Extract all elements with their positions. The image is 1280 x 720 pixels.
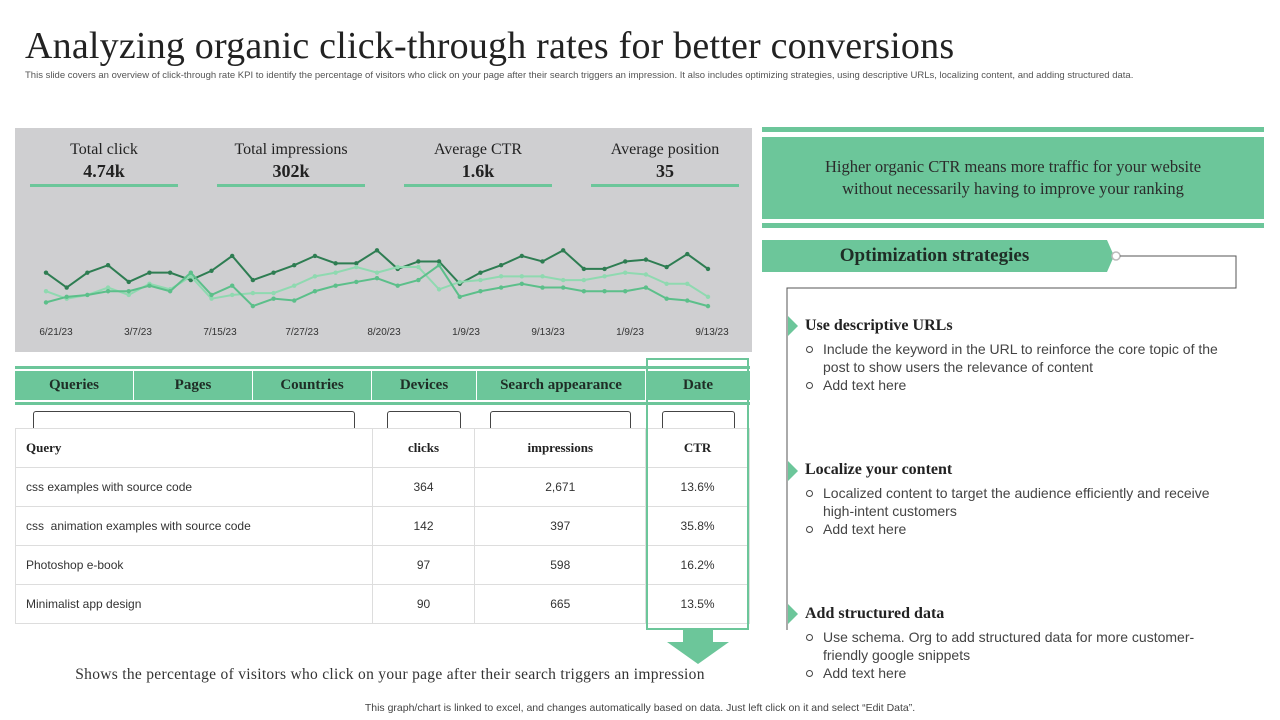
data-point <box>147 283 151 287</box>
x-tick-label: 7/27/23 <box>285 327 319 338</box>
data-point <box>540 259 544 263</box>
strategies-connector <box>780 250 1245 640</box>
strategy-bullets-structured <box>805 628 1225 682</box>
data-point <box>333 283 337 287</box>
table-row[interactable] <box>16 585 750 624</box>
clicks-cell: 142 <box>372 507 475 546</box>
data-point <box>292 263 296 267</box>
data-point <box>582 278 586 282</box>
data-point <box>582 267 586 271</box>
strategy-title-localize: Localize your content <box>805 461 953 478</box>
strategies-title: Optimization strategies <box>839 245 1030 266</box>
strategy-bullets-urls <box>805 340 1225 394</box>
data-point <box>127 289 131 293</box>
data-point <box>313 274 317 278</box>
strategy-title-urls: Use descriptive URLs <box>805 317 953 334</box>
data-point <box>706 267 710 271</box>
data-point <box>313 289 317 293</box>
data-point <box>602 289 606 293</box>
table-row[interactable] <box>16 468 750 507</box>
query-cell: Minimalist app design <box>16 585 373 624</box>
tabs-top-rule <box>15 366 750 369</box>
x-tick-label: 1/9/23 <box>616 327 644 338</box>
strategy-bullets-localize <box>805 484 1225 538</box>
kpi-label: Average CTR <box>433 141 523 158</box>
data-point <box>416 278 420 282</box>
query-cell: Photoshop e-book <box>16 546 373 585</box>
tab-date[interactable]: Date <box>683 377 713 393</box>
data-point <box>499 263 503 267</box>
ctr-cell: 35.8% <box>646 507 750 546</box>
column-header-clicks[interactable]: clicks <box>372 429 475 468</box>
data-point <box>561 278 565 282</box>
kpi-label: Total impressions <box>234 141 348 158</box>
data-point <box>168 289 172 293</box>
line-chart <box>15 128 752 352</box>
page-subtitle: This slide covers an overview of click-through rate KPI to identify the percentage of visitors who click on your page after their search triggers an impression. It also includes optimizing strategies, using descriptive URLs, localizing content, and adding structured data. <box>25 70 1134 81</box>
bullet-item: Add text here <box>805 376 1225 394</box>
page-title: Analyzing organic click-through rates for better conversions <box>25 25 955 67</box>
data-point <box>602 267 606 271</box>
data-point <box>333 261 337 265</box>
data-point <box>644 272 648 276</box>
data-point <box>478 270 482 274</box>
data-point <box>375 248 379 252</box>
data-point <box>354 265 358 269</box>
x-tick-label: 9/13/23 <box>531 327 565 338</box>
ctr-cell: 13.6% <box>646 468 750 507</box>
impressions-cell: 2,671 <box>475 468 646 507</box>
data-point <box>168 270 172 274</box>
data-point <box>375 276 379 280</box>
x-tick-label: 9/13/23 <box>695 327 729 338</box>
data-point <box>458 280 462 284</box>
query-cell: css animation examples with source code <box>16 507 373 546</box>
data-point <box>685 298 689 302</box>
data-point <box>292 298 296 302</box>
data-point <box>64 295 68 299</box>
kpi-label: Total click <box>70 141 138 158</box>
top-accent-rule <box>762 127 1264 132</box>
data-point <box>106 289 110 293</box>
data-point <box>416 265 420 269</box>
bottom-accent-rule <box>762 223 1264 228</box>
bullet-item: Add text here <box>805 664 1225 682</box>
data-point <box>644 285 648 289</box>
data-point <box>561 285 565 289</box>
kpi-value: 35 <box>656 161 674 181</box>
tab-search-appearance[interactable]: Search appearance <box>477 371 646 400</box>
data-point <box>685 252 689 256</box>
data-point <box>251 278 255 282</box>
impressions-cell: 397 <box>475 507 646 546</box>
tab-devices[interactable]: Devices <box>372 371 477 400</box>
ctr-filter-box[interactable] <box>662 411 735 429</box>
data-point <box>664 265 668 269</box>
data-point <box>44 270 48 274</box>
data-point <box>271 291 275 295</box>
footer-note: This graph/chart is linked to excel, and changes automatically based on data. Just left click on it and select “Edit Data”. <box>364 702 916 714</box>
bullet-item: Localized content to target the audience efficiently and receive high-intent customers <box>805 484 1225 520</box>
column-header-ctr[interactable]: CTR <box>646 429 750 468</box>
data-point <box>209 269 213 273</box>
strategy-title-structured: Add structured data <box>805 605 945 622</box>
tab-pages[interactable]: Pages <box>134 371 253 400</box>
table-row[interactable] <box>16 507 750 546</box>
data-point <box>540 274 544 278</box>
clicks-filter-box[interactable] <box>387 411 461 429</box>
data-point <box>664 296 668 300</box>
down-arrow-icon <box>667 630 729 664</box>
data-point <box>106 263 110 267</box>
column-header-query[interactable]: Query <box>16 429 373 468</box>
data-point <box>520 282 524 286</box>
data-point <box>375 270 379 274</box>
data-point <box>354 280 358 284</box>
ctr-cell: 16.2% <box>646 546 750 585</box>
data-point <box>271 296 275 300</box>
bullet-item: Add text here <box>805 520 1225 538</box>
data-point <box>499 274 503 278</box>
data-point <box>623 259 627 263</box>
report-tabs <box>15 371 750 400</box>
ctr-cell: 13.5% <box>646 585 750 624</box>
data-point <box>230 293 234 297</box>
data-point <box>602 274 606 278</box>
highlight-text: Higher organic CTR means more traffic for your website without necessarily having to improve your ranking <box>824 157 1202 198</box>
data-point <box>706 304 710 308</box>
data-point <box>44 289 48 293</box>
kpi-value: 302k <box>272 161 310 181</box>
data-point <box>685 282 689 286</box>
kpi-label: Average position <box>610 141 720 158</box>
column-header-impressions[interactable]: impressions <box>475 429 646 468</box>
data-point <box>458 295 462 299</box>
clicks-cell: 97 <box>372 546 475 585</box>
data-point <box>644 257 648 261</box>
query-table <box>15 428 750 624</box>
query-filter-box[interactable] <box>33 411 355 429</box>
data-point <box>64 285 68 289</box>
series-line-1 <box>46 250 708 287</box>
data-point <box>271 270 275 274</box>
kpi-value: 1.6k <box>461 161 495 181</box>
data-point <box>333 270 337 274</box>
tab-queries[interactable]: Queries <box>15 371 134 400</box>
impressions-cell: 598 <box>475 546 646 585</box>
table-header-row <box>16 429 750 468</box>
bullet-item: Use schema. Org to add structured data for more customer-friendly google snippets <box>805 628 1225 664</box>
data-point <box>437 287 441 291</box>
data-point <box>147 270 151 274</box>
data-point <box>478 289 482 293</box>
data-point <box>209 293 213 297</box>
data-point <box>664 282 668 286</box>
tab-countries[interactable]: Countries <box>253 371 372 400</box>
kpi-value: 4.74k <box>83 161 125 181</box>
data-point <box>416 259 420 263</box>
data-point <box>230 254 234 258</box>
data-point <box>561 248 565 252</box>
data-point <box>623 289 627 293</box>
data-point <box>395 283 399 287</box>
query-cell: css examples with source code <box>16 468 373 507</box>
data-point <box>292 283 296 287</box>
impressions-filter-box[interactable] <box>490 411 631 429</box>
data-point <box>189 270 193 274</box>
x-tick-label: 8/20/23 <box>367 327 401 338</box>
tabs-bottom-rule <box>15 402 750 405</box>
data-point <box>478 278 482 282</box>
data-point <box>230 283 234 287</box>
data-point <box>706 295 710 299</box>
data-point <box>520 274 524 278</box>
data-point <box>313 254 317 258</box>
data-point <box>499 285 503 289</box>
x-tick-label: 7/15/23 <box>203 327 237 338</box>
data-point <box>623 270 627 274</box>
kpi-chart-panel <box>15 128 752 352</box>
x-tick-label: 1/9/23 <box>452 327 480 338</box>
ctr-caption: Shows the percentage of visitors who click on your page after their search triggers an impression <box>75 666 705 683</box>
data-point <box>437 263 441 267</box>
data-point <box>85 270 89 274</box>
data-point <box>395 265 399 269</box>
data-point <box>540 285 544 289</box>
data-point <box>582 289 586 293</box>
ctr-highlight-box <box>762 137 1264 219</box>
table-row[interactable] <box>16 546 750 585</box>
data-point <box>251 304 255 308</box>
impressions-cell: 665 <box>475 585 646 624</box>
x-tick-label: 6/21/23 <box>39 327 73 338</box>
data-point <box>127 280 131 284</box>
bullet-item: Include the keyword in the URL to reinforce the core topic of the post to show users the relevance of content <box>805 340 1225 376</box>
data-point <box>251 291 255 295</box>
x-tick-label: 3/7/23 <box>124 327 152 338</box>
data-point <box>520 254 524 258</box>
data-point <box>44 300 48 304</box>
data-point <box>85 293 89 297</box>
clicks-cell: 364 <box>372 468 475 507</box>
clicks-cell: 90 <box>372 585 475 624</box>
